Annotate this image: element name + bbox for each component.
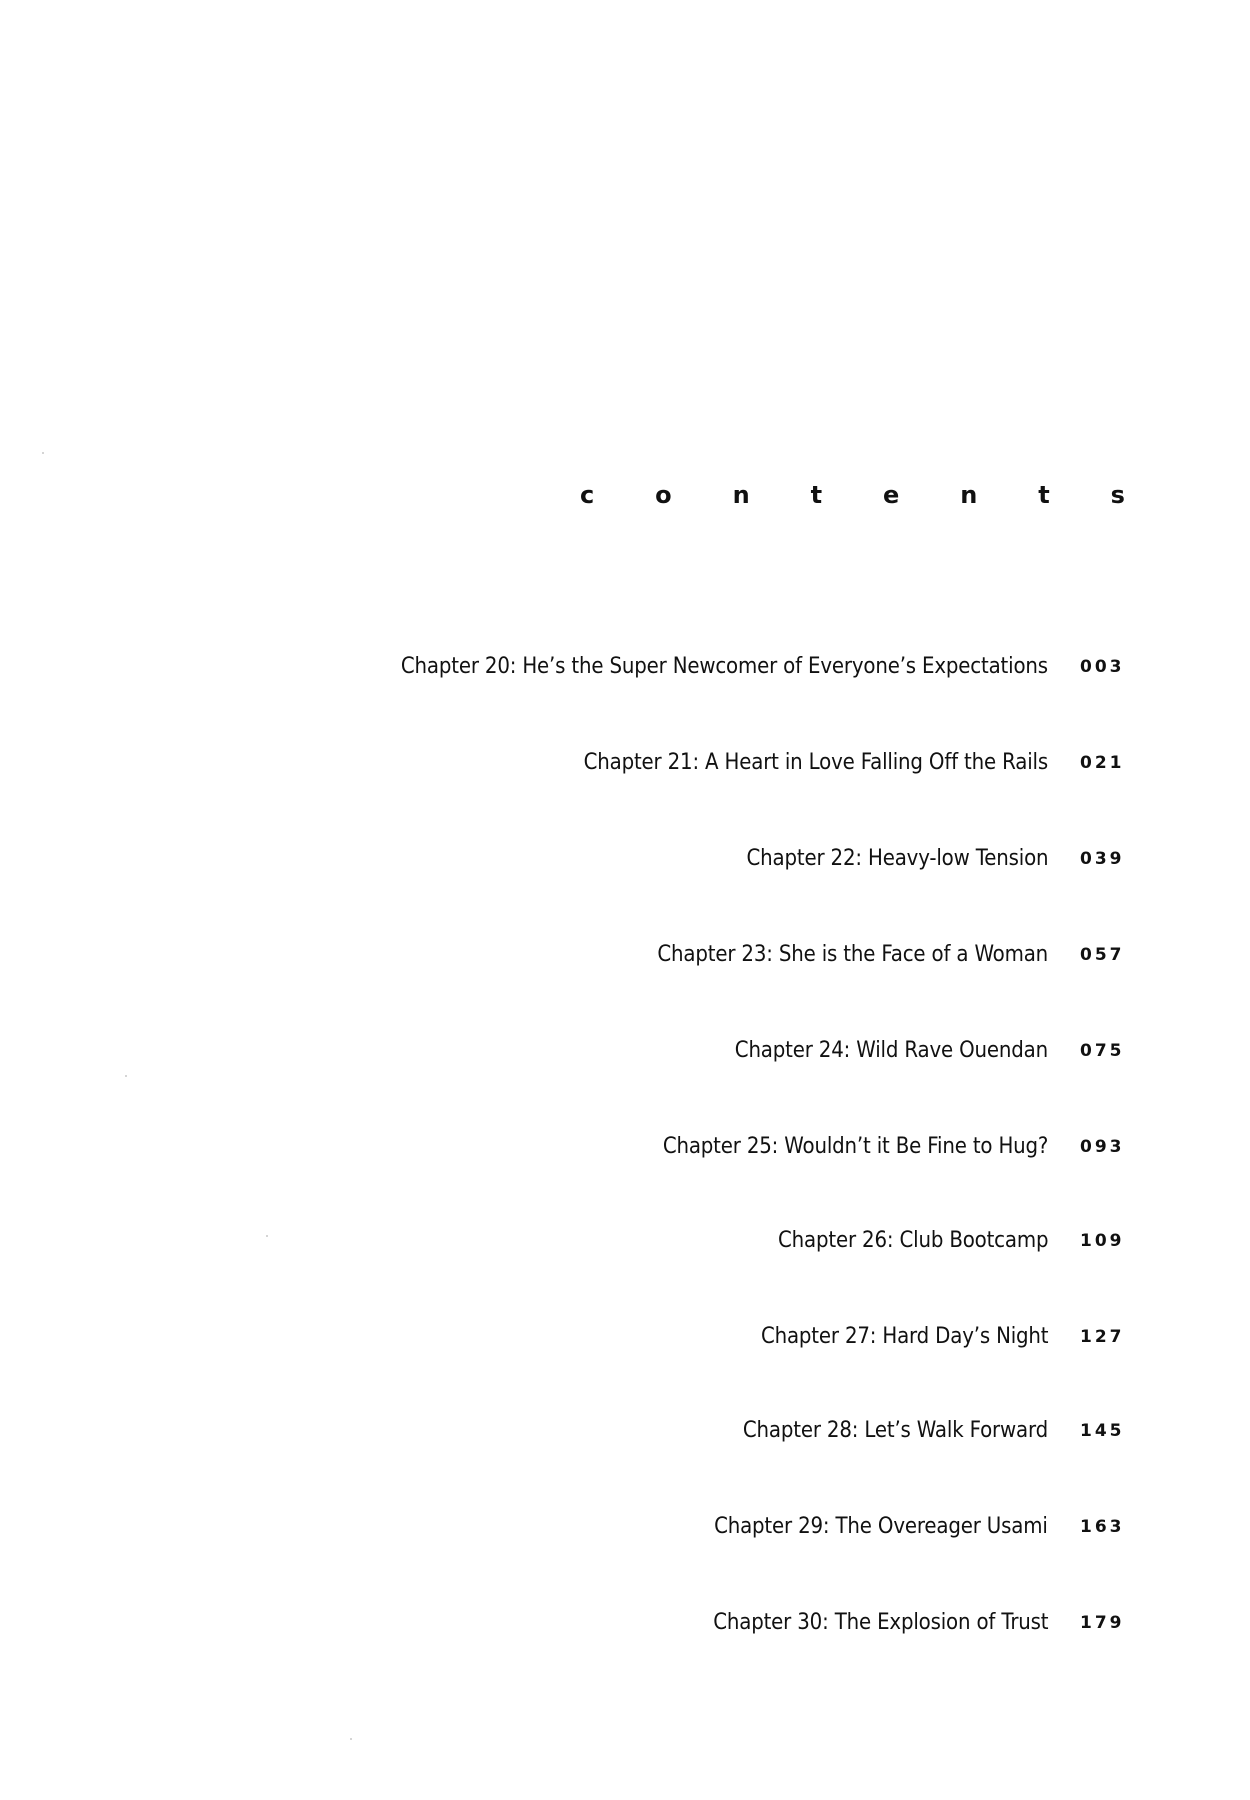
chapter-page-number: 075 <box>1080 1041 1125 1061</box>
chapter-title: Chapter 23: She is the Face of a Woman <box>657 942 1048 967</box>
scan-speck <box>42 452 44 454</box>
chapter-title: Chapter 26: Club Bootcamp <box>777 1228 1048 1253</box>
toc-entry <box>300 1414 1130 1448</box>
toc-entry <box>300 938 1130 972</box>
chapter-page-number: 003 <box>1080 657 1125 677</box>
toc-entry <box>300 1510 1130 1544</box>
heading-letter: t <box>810 481 823 509</box>
toc-entry <box>300 650 1130 684</box>
toc-entry <box>300 1130 1130 1164</box>
heading-letter: n <box>960 481 978 509</box>
chapter-title: Chapter 29: The Overeager Usami <box>714 1514 1048 1539</box>
heading-letter: e <box>883 481 900 509</box>
chapter-title: Chapter 21: A Heart in Love Falling Off the Rails <box>583 750 1048 775</box>
chapter-title: Chapter 24: Wild Rave Ouendan <box>734 1038 1048 1063</box>
toc-entry <box>300 1606 1130 1640</box>
chapter-page-number: 057 <box>1080 945 1125 965</box>
chapter-page-number: 039 <box>1080 849 1125 869</box>
chapter-title: Chapter 30: The Explosion of Trust <box>712 1610 1048 1635</box>
heading-letter: n <box>732 481 750 509</box>
scan-speck <box>266 1235 268 1237</box>
chapter-title: Chapter 20: He’s the Super Newcomer of Everyone’s Expectations <box>400 654 1048 679</box>
toc-entry <box>300 746 1130 780</box>
chapter-page-number: 179 <box>1080 1613 1125 1633</box>
chapter-page-number: 021 <box>1080 753 1125 773</box>
heading-letter: s <box>1110 481 1125 509</box>
chapter-title: Chapter 25: Wouldn’t it Be Fine to Hug? <box>662 1134 1048 1159</box>
chapter-page-number: 127 <box>1080 1327 1125 1347</box>
chapter-title: Chapter 27: Hard Day’s Night <box>760 1324 1048 1349</box>
chapter-page-number: 145 <box>1080 1421 1125 1441</box>
scan-speck <box>350 1738 352 1740</box>
scan-speck <box>125 1075 127 1077</box>
toc-entry <box>300 842 1130 876</box>
toc-entry <box>300 1224 1130 1258</box>
heading-letter: o <box>655 481 672 509</box>
chapter-page-number: 093 <box>1080 1137 1125 1157</box>
heading-letter: t <box>1038 481 1050 509</box>
chapter-page-number: 109 <box>1080 1231 1125 1251</box>
toc-entry <box>300 1034 1130 1068</box>
chapter-title: Chapter 22: Heavy-low Tension <box>746 846 1048 871</box>
toc-entry <box>300 1320 1130 1354</box>
chapter-page-number: 163 <box>1080 1517 1125 1537</box>
chapter-title: Chapter 28: Let’s Walk Forward <box>742 1418 1048 1443</box>
heading-letter: c <box>580 481 595 509</box>
